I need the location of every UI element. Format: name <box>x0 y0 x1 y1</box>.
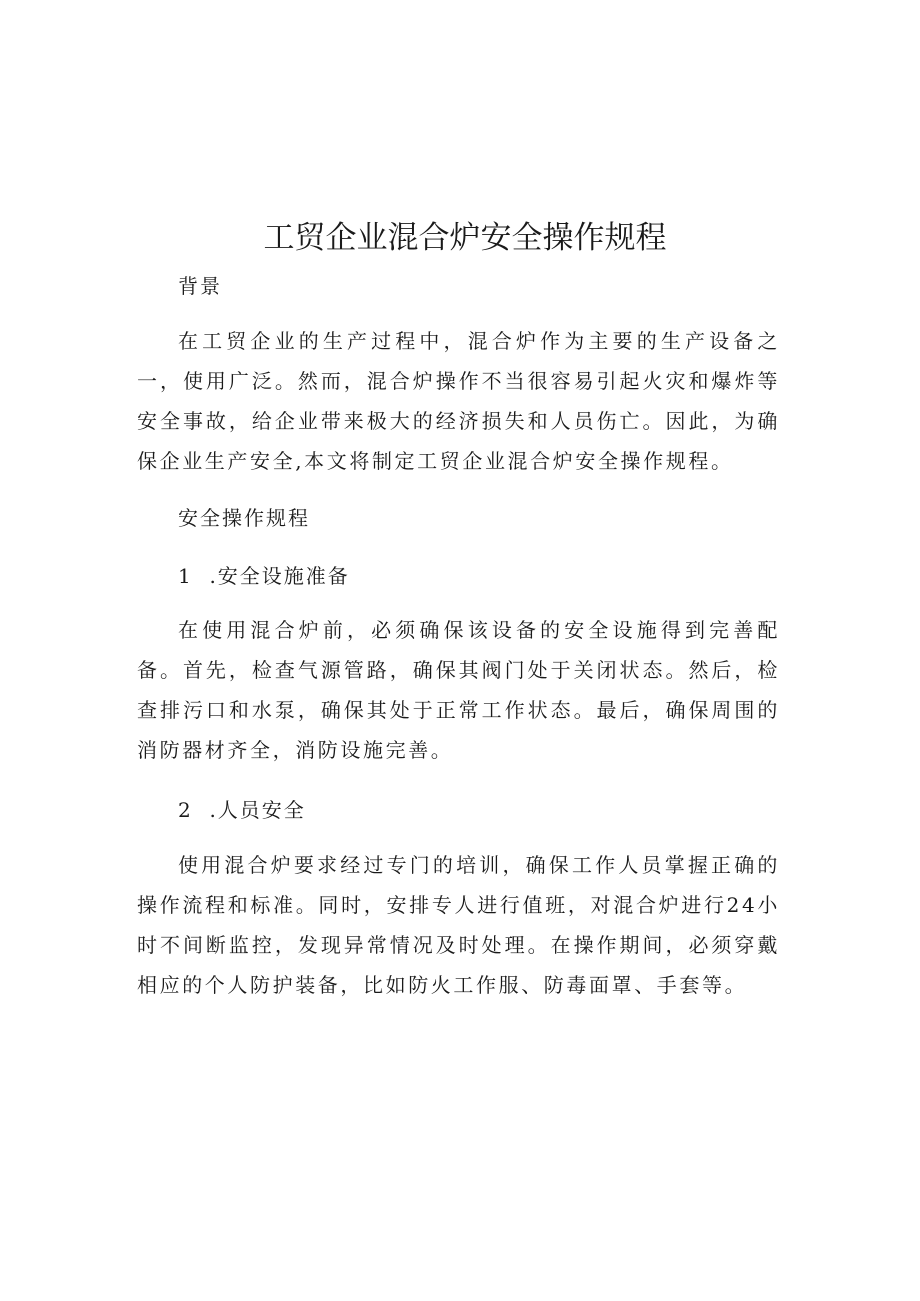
section-heading-procedures: 安全操作规程 <box>178 506 310 530</box>
item-heading-2: 2 .人员安全 <box>178 798 306 822</box>
document-title: 工贸企业混合炉安全操作规程 <box>263 220 667 256</box>
paragraph-item-2: 使用混合炉要求经过专门的培训，确保工作人员掌握正确的操作流程和标准。同时，安排专人进行值班，对混合炉进行24小时不间断监控，发现异常情况及时处理。在操作期间，必须穿戴相应的个人防护装备，比如防火工作服、防毒面罩、手套等。 <box>137 853 780 997</box>
section-heading-background: 背景 <box>178 274 222 298</box>
item-heading-1: 1 .安全设施准备 <box>178 564 350 588</box>
paragraph-background: 在工贸企业的生产过程中，混合炉作为主要的生产设备之一，使用广泛。然而，混合炉操作不当很容易引起火灾和爆炸等安全事故，给企业带来极大的经济损失和人员伤亡。因此，为确保企业生产安全,本文将制定工贸企业混合炉安全操作规程。 <box>137 329 780 473</box>
paragraph-item-1: 在使用混合炉前，必须确保该设备的安全设施得到完善配备。首先，检查气源管路，确保其阀门处于关闭状态。然后，检查排污口和水泵，确保其处于正常工作状态。最后，确保周围的消防器材齐全，消防设施完善。 <box>137 618 780 762</box>
